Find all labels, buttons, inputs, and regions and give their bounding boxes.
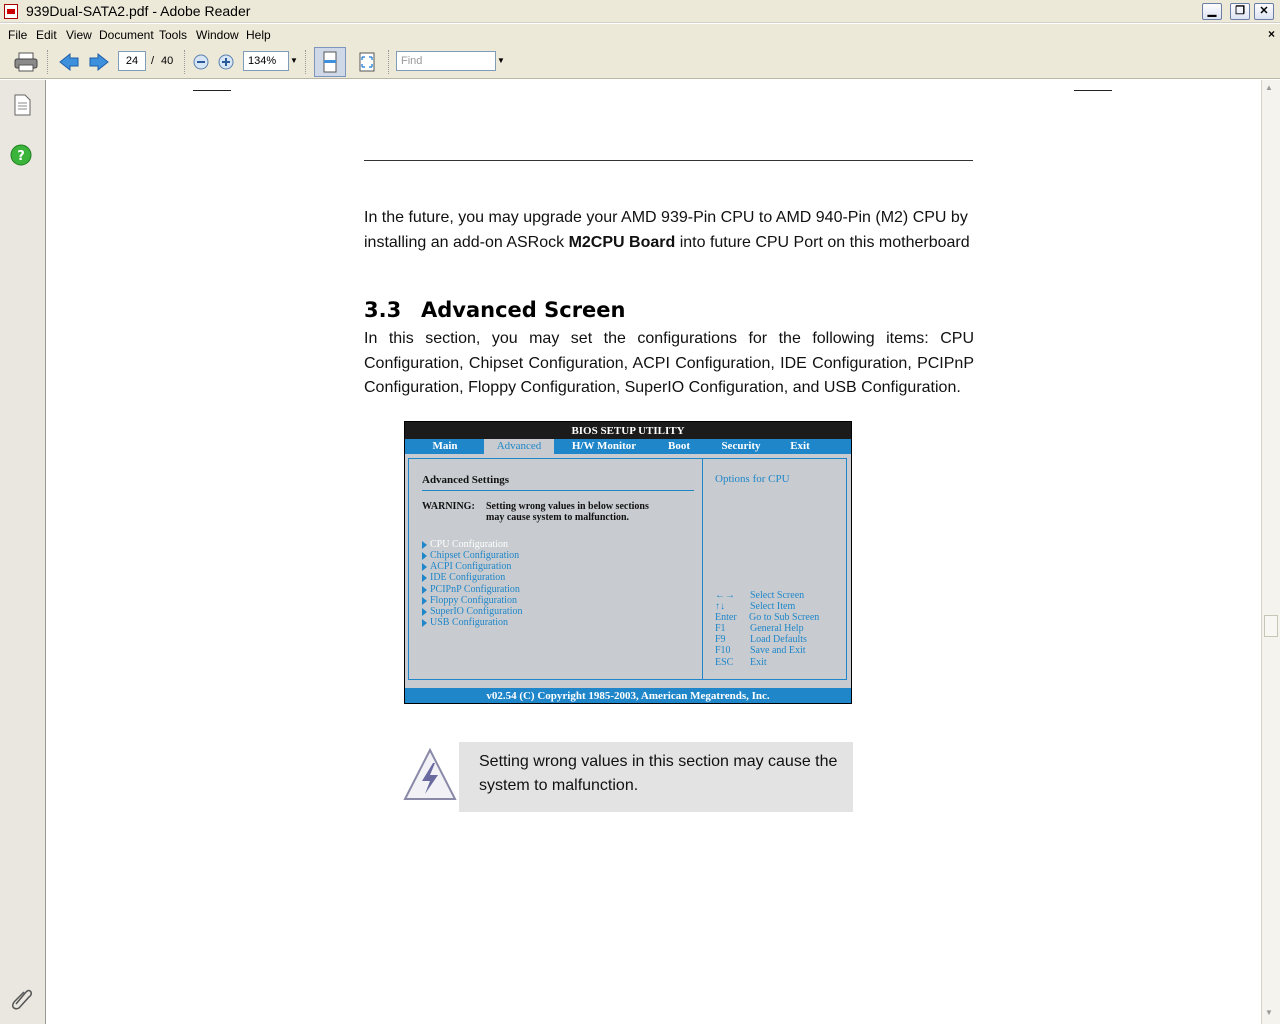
bios-heading: Advanced Settings	[422, 474, 510, 486]
pages-icon[interactable]	[12, 94, 32, 119]
window-title: 939Dual-SATA2.pdf - Adobe Reader	[26, 3, 251, 19]
close-document-button[interactable]: ×	[1267, 27, 1275, 41]
bios-tab-hw-monitor: H/W Monitor	[571, 440, 637, 452]
toolbar-separator	[47, 50, 49, 74]
bios-main-panel	[408, 458, 703, 680]
bios-key-action: Go to Sub Screen	[749, 612, 820, 623]
bios-item-label: SuperIO Configuration	[430, 606, 523, 617]
header-rule	[364, 160, 973, 161]
bios-item-label: ACPI Configuration	[430, 561, 512, 572]
bios-item-label: Chipset Configuration	[430, 550, 520, 561]
restore-button[interactable]: ❐	[1230, 3, 1250, 20]
bios-help-title: Options for CPU	[715, 473, 790, 485]
svg-text:?: ?	[17, 149, 25, 164]
bios-screenshot-figure	[404, 421, 852, 704]
bios-tab-security: Security	[721, 440, 761, 452]
page-total: 40	[161, 55, 174, 67]
zoom-dropdown-icon[interactable]: ▼	[290, 56, 298, 65]
navigation-pane	[0, 80, 46, 1024]
bios-item-label: Floppy Configuration	[430, 595, 517, 606]
fit-width-button[interactable]	[314, 47, 346, 77]
section-number: 3.3	[364, 298, 402, 322]
bios-item-acpi	[422, 561, 511, 572]
bios-key: ESC	[715, 657, 734, 668]
bios-key-action: Select Screen	[750, 590, 805, 601]
paragraph-upgrade	[364, 206, 974, 255]
menu-file[interactable]: File	[8, 28, 28, 42]
toolbar	[0, 45, 1280, 79]
attachment-icon[interactable]	[10, 986, 34, 1013]
bios-arrow-icon	[422, 597, 427, 605]
menu-bar	[0, 24, 1280, 45]
vertical-scrollbar[interactable]	[1261, 80, 1280, 1024]
bios-key: F10	[715, 645, 731, 656]
page-number-input[interactable]: 24	[118, 51, 146, 71]
menu-view[interactable]: View	[66, 28, 92, 42]
bios-key: F9	[715, 634, 726, 645]
bios-key-action: Select Item	[750, 601, 796, 612]
find-input[interactable]: Find	[396, 51, 496, 71]
bios-key-action: Exit	[750, 657, 767, 668]
warning-callout	[459, 742, 853, 812]
bios-item-pcipnp	[422, 584, 520, 595]
pdf-file-icon	[4, 4, 18, 19]
scrollbar-thumb[interactable]	[1264, 615, 1278, 637]
toolbar-separator	[305, 50, 307, 74]
fit-page-icon[interactable]	[356, 51, 378, 73]
bios-body	[405, 454, 851, 688]
bios-item-cpu	[422, 539, 508, 550]
bios-title: BIOS SETUP UTILITY	[405, 422, 851, 439]
bios-tab-exit: Exit	[790, 440, 810, 452]
paragraph-advanced-intro: In this section, you may set the configurations for the following items: CPU Configuration, Chipset Configuration, ACPI Configuration, IDE Configuration, PCIPnP Configuration, Floppy Configuration, SuperIO Configuration, and USB Configuration.	[364, 330, 974, 396]
menu-document[interactable]: Document	[99, 28, 154, 42]
bios-item-label: PCIPnP Configuration	[430, 584, 520, 595]
bios-key-action: General Help	[750, 623, 804, 634]
page-corner-mark	[1074, 90, 1112, 91]
bios-warning-line2: may cause system to malfunction.	[486, 512, 630, 523]
bios-key: F1	[715, 623, 726, 634]
section-title: Advanced Screen	[421, 298, 626, 322]
page-corner-mark	[193, 90, 231, 91]
help-icon[interactable]	[10, 144, 32, 169]
bios-heading-rule	[422, 490, 694, 491]
bios-item-superio	[422, 606, 523, 617]
bios-arrow-icon	[422, 608, 427, 616]
bios-warning-label: WARNING:	[422, 501, 475, 512]
find-dropdown-icon[interactable]: ▼	[497, 56, 505, 65]
paragraph-upgrade-text: In the future, you may upgrade your AMD 939-Pin CPU to AMD 940-Pin (M2) CPU by installing an add-on ASRock	[364, 209, 968, 251]
next-page-icon[interactable]	[88, 52, 110, 72]
bios-arrow-icon	[422, 563, 427, 571]
bios-key-action: Load Defaults	[750, 634, 807, 645]
bios-item-chipset	[422, 550, 519, 561]
bios-help-panel	[702, 458, 847, 680]
bios-key: ←→	[715, 590, 735, 601]
paragraph-upgrade-bold: M2CPU Board	[568, 233, 676, 251]
bios-warning-line1: Setting wrong values in below sections	[486, 501, 649, 512]
bios-arrow-icon	[422, 541, 427, 549]
paragraph-upgrade-end: into future CPU Port on this motherboard	[675, 233, 970, 251]
bios-item-label: USB Configuration	[430, 617, 509, 628]
bios-arrow-icon	[422, 619, 427, 627]
title-bar	[0, 0, 1280, 23]
scroll-down-icon[interactable]: ▼	[1265, 1008, 1273, 1017]
bios-arrow-icon	[422, 552, 427, 560]
bios-item-usb	[422, 617, 508, 628]
toolbar-separator	[184, 50, 186, 74]
bios-tab-advanced: Advanced	[484, 439, 554, 454]
zoom-input[interactable]: 134%	[243, 51, 289, 71]
print-icon[interactable]	[14, 52, 38, 72]
menu-window[interactable]: Window	[196, 28, 239, 42]
bios-item-floppy	[422, 595, 517, 606]
bios-key: Enter	[715, 612, 737, 623]
zoom-in-icon[interactable]	[218, 54, 234, 70]
menu-tools[interactable]: Tools	[159, 28, 188, 42]
bios-footer: v02.54 (C) Copyright 1985-2003, American Megatrends, Inc.	[405, 688, 851, 703]
bios-item-ide	[422, 572, 505, 583]
bios-item-label: IDE Configuration	[430, 572, 506, 583]
bios-arrow-icon	[422, 586, 427, 594]
bios-tab-bar	[405, 439, 851, 454]
document-area	[46, 80, 1261, 1024]
page-separator: /	[151, 55, 155, 67]
bios-arrow-icon	[422, 574, 427, 582]
bios-key-action: Save and Exit	[750, 645, 806, 656]
toolbar-separator	[388, 50, 390, 74]
menu-help[interactable]: Help	[246, 28, 271, 42]
previous-page-icon[interactable]	[58, 52, 80, 72]
close-button[interactable]: ✕	[1254, 3, 1274, 20]
warning-lightning-icon	[402, 747, 458, 806]
bios-tab-boot: Boot	[668, 440, 690, 452]
warning-callout-text: Setting wrong values in this section may cause the system to malfunction.	[479, 753, 838, 794]
bios-item-label: CPU Configuration	[430, 539, 509, 550]
scroll-up-icon[interactable]: ▲	[1265, 83, 1273, 92]
minimize-button[interactable]: ▁	[1202, 3, 1222, 20]
zoom-out-icon[interactable]	[193, 54, 209, 70]
bios-tab-main: Main	[432, 440, 458, 452]
menu-edit[interactable]: Edit	[36, 28, 57, 42]
bios-key: ↑↓	[715, 601, 725, 612]
